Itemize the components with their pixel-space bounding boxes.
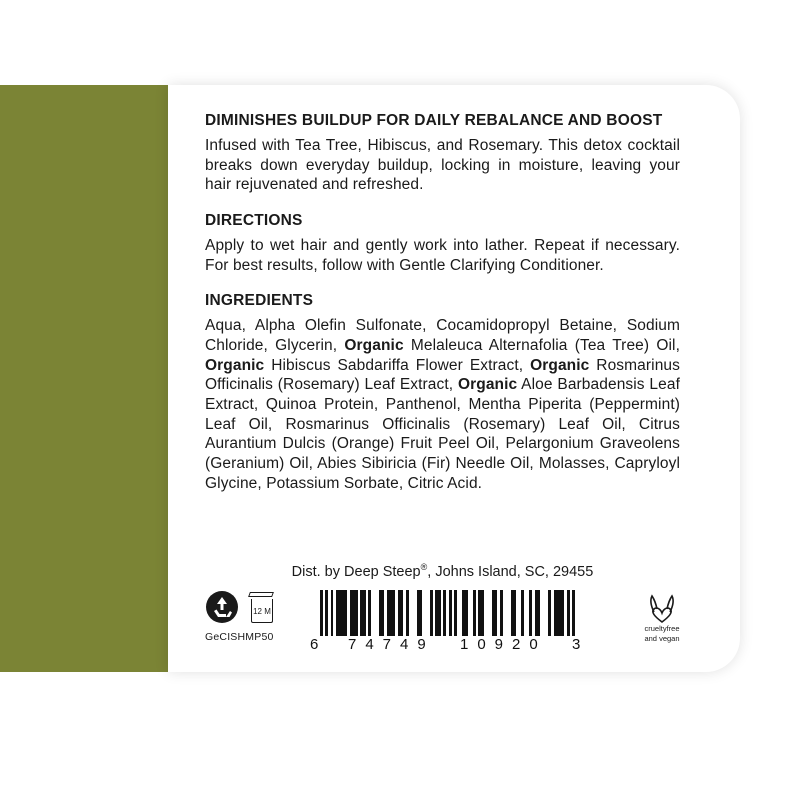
ingredients-body: Aqua, Alpha Olefin Sulfonate, Cocamidopropyl Betaine, Sodium Chloride, Glycerin, Organic Melaleuca Alternafolia (Tea Tree) Oil, Organic Hibiscus Sabdariffa Flower Extract, Organic Rosmarinus Officinalis (Rosemary) Leaf Extract, Organic Aloe Barbadensis Leaf Extract, Quinoa Protein, Panthenol, Mentha Piperita (Peppermint) Leaf Oil, Rosmarinus Officinalis (Rosemary) Leaf Oil, Citrus Aurantium Dulcis (Orange) Fruit Peel Oil, Pelargonium Graveolens (Geranium) Oil, Abies Sibiricia (Fir) Needle Oil, Molasses, Capryloyl Glycine, Potassium Sorbate, Citric Acid. [205,317,680,492]
barcode-bar [336,590,347,636]
barcode-bar [548,590,551,636]
barcode-bar [529,590,532,636]
cruelty-free-logo [631,592,693,643]
barcode-bar [449,590,452,636]
ingredients-section [205,292,680,493]
barcode-bar [462,590,467,636]
ingredient-organic-emphasis: Organic [530,356,590,374]
directions-section [205,212,680,275]
barcode-bar [379,590,384,636]
directions-heading: DIRECTIONS [205,212,303,230]
barcode-digits [310,636,580,654]
barcode-bar [535,590,540,636]
barcode-bar [473,590,476,636]
barcode-bar [387,590,395,636]
barcode-bars [320,590,575,636]
pao-jar-label: 12 M [251,599,273,623]
ingredient-organic-emphasis: Organic [344,337,404,355]
benefit-section [205,112,680,195]
ingredient-organic-emphasis: Organic [205,356,265,374]
barcode-bar [511,590,516,636]
pao-lid [248,592,274,597]
barcode-bar [325,590,328,636]
period-after-opening-icon [247,591,277,625]
sku-code: GeCISHMP50 [205,631,274,643]
barcode-bar [417,590,422,636]
distributor-line [205,562,680,580]
registered-mark: ® [420,562,428,572]
barcode-bar [320,590,323,636]
barcode-bar [492,590,497,636]
barcode-bar [350,590,358,636]
barcode-bar [331,590,334,636]
barcode-bar [454,590,457,636]
barcode-left-digit: 6 [310,636,320,653]
cruelty-free-line-2: and vegan [644,633,680,643]
barcode-bar [406,590,409,636]
barcode-bar [430,590,433,636]
barcode-bar [567,590,570,636]
barcode-bar [554,590,565,636]
barcode-bar [435,590,440,636]
ingredient-organic-emphasis: Organic [457,376,518,394]
barcode-bar [368,590,371,636]
label-content [205,112,680,493]
barcode-bar [398,590,403,636]
label-footer [205,590,685,660]
barcode-bar [500,590,503,636]
barcode-bar [572,590,575,636]
barcode-bar [443,590,446,636]
barcode-bar [478,590,483,636]
benefit-heading: DIMINISHES BUILDUP FOR DAILY REBALANCE AND BOOST [205,112,663,129]
barcode [310,590,580,656]
cruelty-free-line-1: crueltyfree [644,624,680,633]
recycle-icon [205,590,239,624]
bunny-icon [642,592,682,624]
barcode-bar [521,590,524,636]
olive-side-panel [0,85,168,672]
barcode-right-digit: 3 [572,636,582,653]
ingredients-heading: INGREDIENTS [205,292,314,310]
barcode-group-one: 74749 [348,636,435,653]
benefit-body: Infused with Tea Tree, Hibiscus, and Rosemary. This detox cocktail breaks down everyday buildup, locking in moisture, leaving your hair rejuvenated and refreshed. [205,137,680,194]
barcode-group-two: 10920 [460,636,547,653]
distributor-text: Dist. by Deep Steep®, Johns Island, SC, 29455 [291,562,594,580]
barcode-bar [360,590,365,636]
directions-body: Apply to wet hair and gently work into lather. Repeat if necessary. For best results, follow with Gentle Clarifying Conditioner. [205,237,680,274]
